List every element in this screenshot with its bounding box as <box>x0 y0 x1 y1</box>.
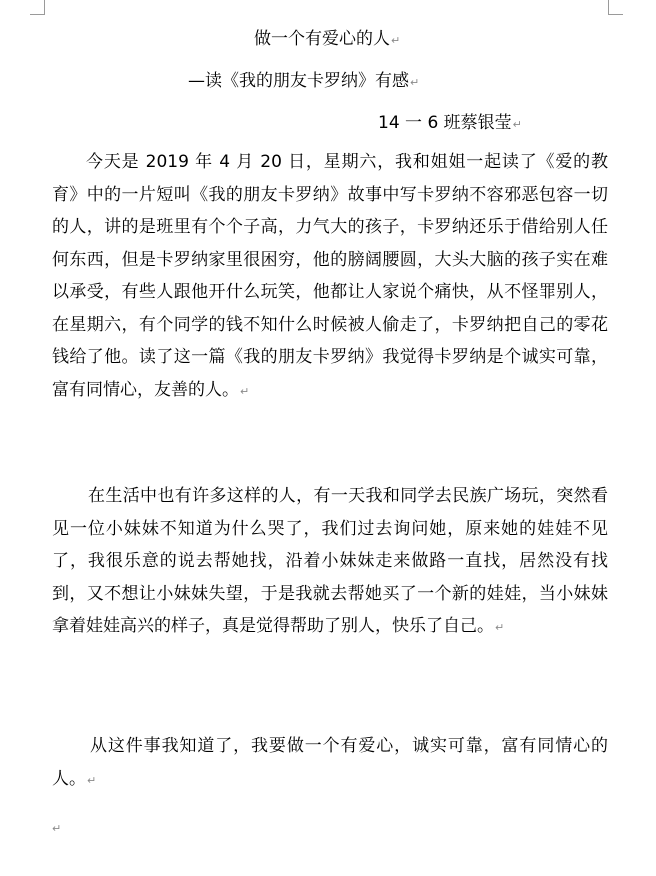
crop-mark-top-right <box>608 0 623 15</box>
empty-paragraph-mark-icon: ↵ <box>52 822 62 835</box>
paragraph-mark-icon: ↵ <box>87 773 97 787</box>
paragraph-mark-icon: ↵ <box>495 621 505 634</box>
essay-subtitle-text: —读《我的朋友卡罗纳》有感 <box>188 71 409 91</box>
paragraph-mark-icon: ↵ <box>512 118 522 131</box>
body-paragraph-1-text: 今天是 2019 年 4 月 20 日，星期六，我和姐姐一起读了《爱的教育》中的一片短叫《我的朋友卡罗纳》故事中写卡罗纳不容邪恶包容一切的人，讲的是班里有个个子高，力气大的孩子，卡罗纳还乐于借给别人任何东西，但是卡罗纳家里很困穷，他的膀阔腰圆，大头大脑的孩子实在难以承受，有些人跟他开什么玩笑，他都让人家说个痛快，从不怪罪别人，在星期六，有个同学的钱不知什么时候被人偷走了，卡罗纳把自己的零花钱给了他。读了这一篇《我的朋友卡罗纳》我觉得卡罗纳是个诚实可靠，富有同情心，友善的人。 <box>52 152 608 400</box>
paragraph-mark-icon: ↵ <box>391 34 401 47</box>
body-paragraph-2[interactable] <box>52 480 608 645</box>
paragraph-mark-icon: ↵ <box>240 384 250 398</box>
essay-author-text: 14 一 6 班蔡银莹 <box>378 113 512 133</box>
essay-subtitle[interactable] <box>188 70 419 94</box>
essay-author[interactable] <box>378 112 522 136</box>
body-paragraph-3-text: 从这件事我知道了，我要做一个有爱心，诚实可靠，富有同情心的人。 <box>52 736 608 789</box>
essay-title-text: 做一个有爱心的人 <box>254 29 390 49</box>
body-paragraph-3[interactable] <box>52 730 608 797</box>
body-paragraph-2-text: 在生活中也有许多这样的人，有一天我和同学去民族广场玩，突然看见一位小妹妹不知道为什么哭了，我们过去询问她，原来她的娃娃不见了，我很乐意的说去帮她找，沿着小妹妹走来做路一直找，居然没有找到，又不想让小妹妹失望，于是我就去帮她买了一个新的娃娃，当小妹妹拿着娃娃高兴的样子，真是觉得帮助了别人，快乐了自己。 <box>52 486 608 636</box>
essay-title[interactable] <box>254 28 400 52</box>
crop-mark-top-left <box>30 0 45 15</box>
body-paragraph-1[interactable] <box>52 146 608 408</box>
paragraph-mark-icon: ↵ <box>410 76 420 89</box>
